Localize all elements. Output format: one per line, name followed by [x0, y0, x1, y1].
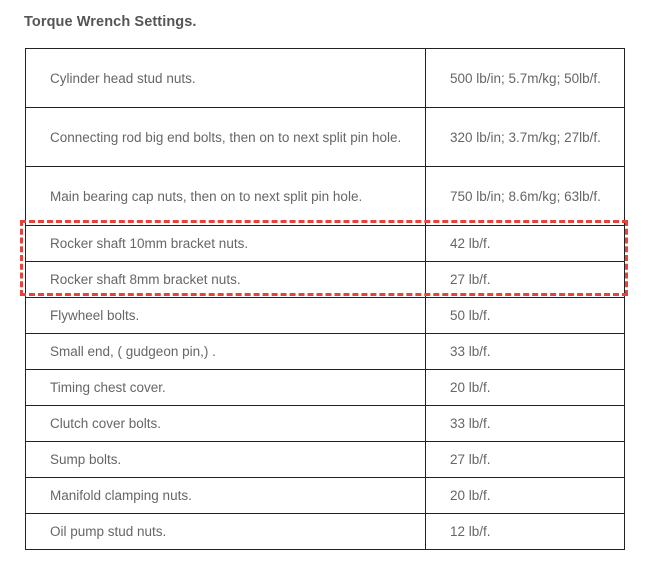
part-cell: Main bearing cap nuts, then on to next split pin hole. — [26, 167, 426, 226]
table-row — [26, 226, 625, 262]
table-row — [26, 334, 625, 370]
table-row — [26, 49, 625, 108]
torque-value-cell: 20 lb/f. — [426, 478, 625, 514]
table-row — [26, 442, 625, 478]
part-cell: Timing chest cover. — [26, 370, 426, 406]
part-cell: Rocker shaft 10mm bracket nuts. — [26, 226, 426, 262]
part-cell: Rocker shaft 8mm bracket nuts. — [26, 262, 426, 298]
torque-value-cell: 20 lb/f. — [426, 370, 625, 406]
torque-value-cell: 50 lb/f. — [426, 298, 625, 334]
torque-value-cell: 33 lb/f. — [426, 334, 625, 370]
table-row — [26, 514, 625, 550]
table-row — [26, 167, 625, 226]
torque-value-cell: 42 lb/f. — [426, 226, 625, 262]
torque-value-cell: 33 lb/f. — [426, 406, 625, 442]
part-cell: Sump bolts. — [26, 442, 426, 478]
part-cell: Oil pump stud nuts. — [26, 514, 426, 550]
torque-value-cell: 27 lb/f. — [426, 262, 625, 298]
table-row — [26, 262, 625, 298]
table-row — [26, 406, 625, 442]
table-row — [26, 370, 625, 406]
part-cell: Cylinder head stud nuts. — [26, 49, 426, 108]
part-cell: Clutch cover bolts. — [26, 406, 426, 442]
torque-value-cell: 750 lb/in; 8.6m/kg; 63lb/f. — [426, 167, 625, 226]
table-row — [26, 298, 625, 334]
torque-table — [25, 48, 625, 550]
torque-value-cell: 500 lb/in; 5.7m/kg; 50lb/f. — [426, 49, 625, 108]
table-row — [26, 108, 625, 167]
part-cell: Connecting rod big end bolts, then on to next split pin hole. — [26, 108, 426, 167]
section-heading: Torque Wrench Settings. — [24, 14, 197, 30]
torque-value-cell: 27 lb/f. — [426, 442, 625, 478]
torque-value-cell: 12 lb/f. — [426, 514, 625, 550]
part-cell: Small end, ( gudgeon pin,) . — [26, 334, 426, 370]
part-cell: Flywheel bolts. — [26, 298, 426, 334]
part-cell: Manifold clamping nuts. — [26, 478, 426, 514]
torque-value-cell: 320 lb/in; 3.7m/kg; 27lb/f. — [426, 108, 625, 167]
table-row — [26, 478, 625, 514]
